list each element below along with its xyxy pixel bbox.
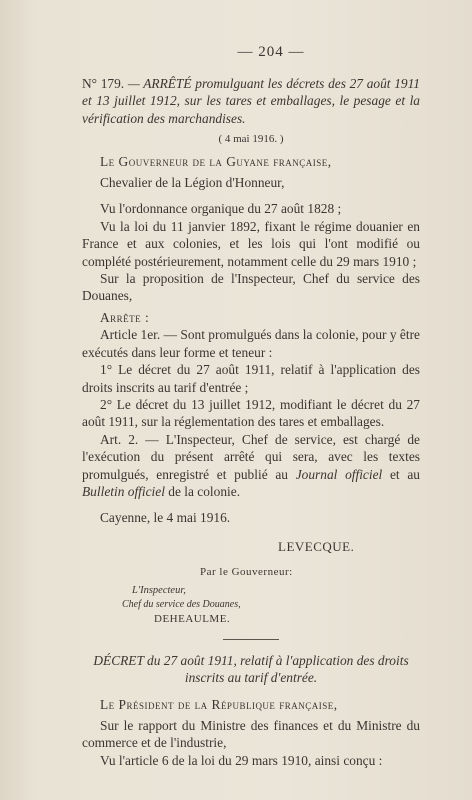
article-1: Article 1er. — Sont promulgués dans la colonie, pour y être exécutés dans leur forme et teneur : bbox=[82, 327, 420, 360]
vu-loi: Vu la loi du 11 janvier 1892, fixant le régime douanier en France et aux colonies, et les lois qui l'ont modifié ou complété postérieurement, notamment celle du 29 mars 1910 ; bbox=[82, 218, 420, 269]
decree1-heading bbox=[82, 75, 420, 127]
journal-officiel: Journal officiel bbox=[295, 466, 383, 482]
signature-levecque: LEVECQUE. bbox=[278, 538, 355, 554]
section-divider bbox=[223, 639, 279, 640]
article-2-start: Art. 2. — L'Inspecteur, Chef de service, est chargé de l'exécution du présent arrêté qui sera, avec les textes promulgués, enregistré et publié au bbox=[82, 431, 420, 482]
article-1-item-1: 1° Le décret du 27 août 1911, relatif à l'application des droits inscrits au tarif d'entrée ; bbox=[82, 362, 420, 395]
decree1-title: — ARRÊTÉ promulguant les décrets des 27 août 1911 et 13 juillet 1912, sur les tares et emballages, le pesage et la vérification des marchandises. bbox=[82, 76, 420, 126]
article-1-item-2: 2° Le décret du 13 juillet 1912, modifiant le décret du 27 août 1911, sur la réglementation des tares et emballages. bbox=[82, 396, 420, 430]
signature-deheaulme: DEHEAULME. bbox=[154, 612, 231, 625]
inspecteur-title: L'Inspecteur, bbox=[132, 584, 186, 596]
article-2-mid: et au bbox=[382, 466, 420, 482]
sur-rapport: Sur le rapport du Ministre des finances et du Ministre du commerce et de l'industrie, bbox=[82, 717, 420, 751]
chevalier-line: Chevalier de la Légion d'Honneur, bbox=[100, 175, 285, 191]
decree2-heading: DÉCRET du 27 août 1911, relatif à l'application des droits inscrits au tarif d'entrée. bbox=[93, 652, 409, 686]
article-2 bbox=[82, 431, 420, 501]
place-date: Cayenne, le 4 mai 1916. bbox=[100, 510, 231, 526]
sur-proposition: Sur la proposition de l'Inspecteur, Chef du service des Douanes, bbox=[82, 271, 420, 304]
bulletin-officiel: Bulletin officiel bbox=[82, 483, 165, 499]
arrete-label: Arrête : bbox=[100, 309, 150, 325]
article-2-end: de la colonie. bbox=[164, 483, 241, 499]
vu-ordonnance: Vu l'ordonnance organique du 27 août 1828 ; bbox=[100, 201, 342, 217]
vu-article-6: Vu l'article 6 de la loi du 29 mars 1910, ainsi conçu : bbox=[100, 752, 383, 768]
decree1-date: ( 4 mai 1916. ) bbox=[218, 133, 284, 146]
par-le-gouverneur: Par le Gouverneur: bbox=[200, 565, 293, 578]
chef-service-title: Chef du service des Douanes, bbox=[122, 598, 241, 610]
governor-line: Le Gouverneur de la Guyane française, bbox=[100, 153, 332, 169]
page-number: — 204 — bbox=[237, 44, 305, 60]
president-line: Le Président de la République française, bbox=[100, 696, 338, 712]
decree1-number: N° 179. bbox=[82, 76, 125, 91]
